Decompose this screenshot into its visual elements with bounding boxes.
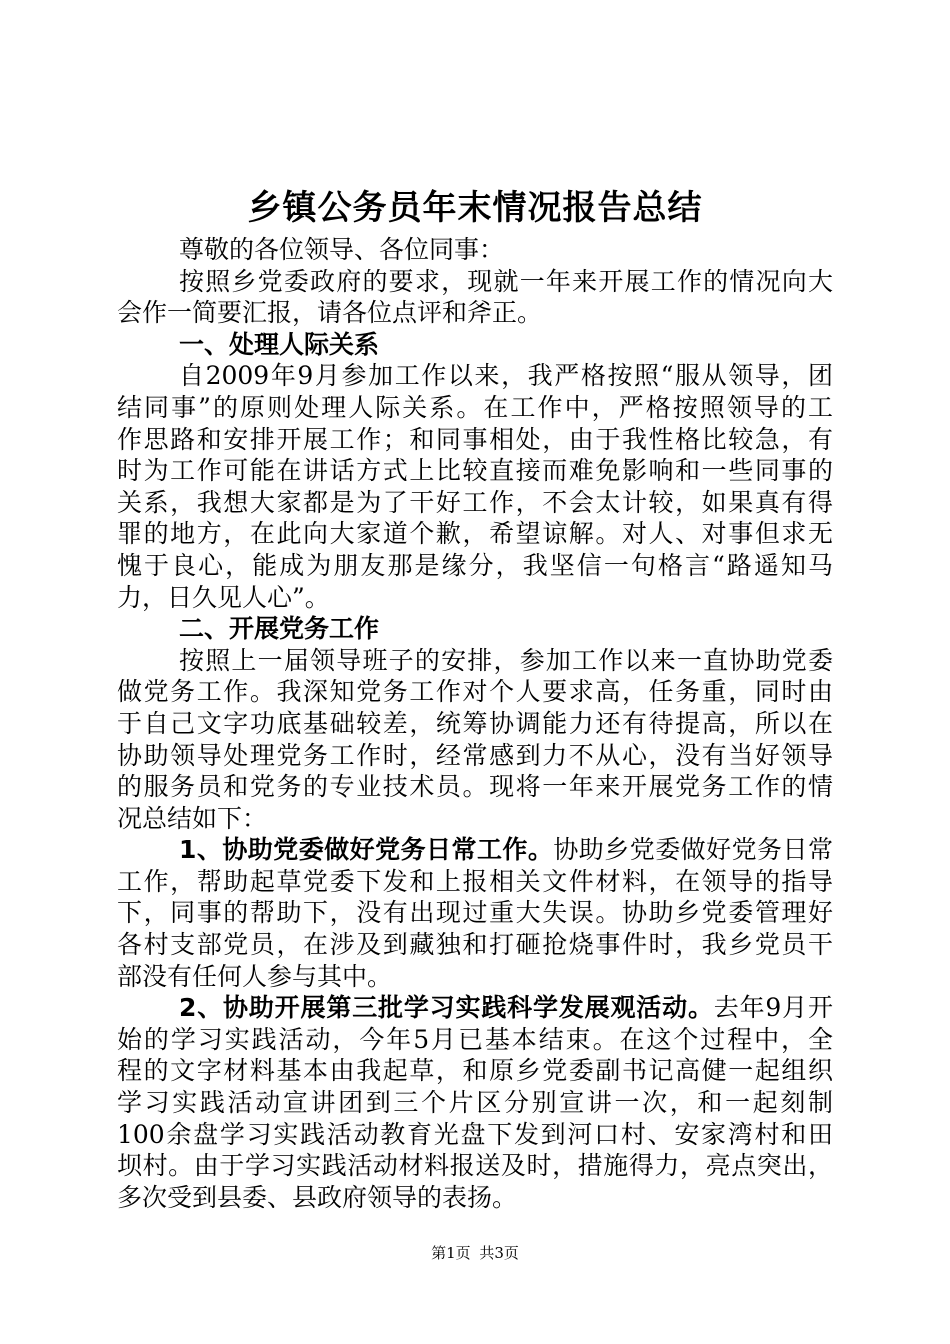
text-line (117, 961, 833, 993)
line-text: 去年9月开 (713, 993, 833, 1023)
page-total: 共3页 (479, 1244, 519, 1262)
text-line (117, 866, 833, 898)
text-line (117, 897, 833, 929)
line-text: 学习实践活动宣讲团到三个片区分别宣讲一次，和一起刻制 (117, 1088, 833, 1118)
line-text: 结同事”的原则处理人际关系。在工作中，严格按照领导的工 (117, 392, 833, 422)
text-line (117, 360, 833, 392)
line-text: 力，日久见人心”。 (117, 582, 330, 612)
text-line (117, 992, 833, 1024)
text-line (117, 582, 833, 614)
text-line (117, 1119, 833, 1151)
line-text: 二、开展党务工作 (179, 614, 380, 644)
text-line (117, 834, 833, 866)
text-line (117, 234, 833, 266)
text-line (117, 392, 833, 424)
line-text: 作思路和安排开展工作；和同事相处，由于我性格比较急，有 (117, 424, 833, 454)
line-text: 程的文字材料基本由我起草，和原乡党委副书记高健一起组织 (117, 1056, 833, 1086)
line-text: 工作，帮助起草党委下发和上报相关文件材料，在领导的指导 (117, 866, 833, 896)
text-line (117, 424, 833, 456)
text-line (117, 676, 833, 708)
line-text: 尊敬的各位领导、各位同事： (179, 235, 505, 264)
text-line (117, 740, 833, 772)
text-line (117, 550, 833, 582)
line-text: 愧于良心，能成为朋友那是缘分，我坚信一句格言“路遥知马 (117, 550, 833, 580)
line-text: 自2009年9月参加工作以来，我严格按照“服从领导，团 (179, 361, 833, 391)
line-text: 一、处理人际关系 (179, 329, 380, 359)
line-text: 多次受到县委、县政府领导的表扬。 (117, 1182, 518, 1212)
line-text: 况总结如下： (117, 803, 268, 833)
text-line (117, 266, 833, 298)
line-text: 部没有任何人参与其中。 (117, 961, 393, 991)
line-text: 会作一简要汇报，请各位点评和斧正。 (117, 298, 543, 328)
line-text: 100余盘学习实践活动教育光盘下发到河口村、安家湾村和田 (117, 1119, 833, 1149)
text-line (117, 1055, 833, 1087)
text-line (117, 487, 833, 519)
line-text: 按照上一届领导班子的安排，参加工作以来一直协助党委 (179, 645, 833, 675)
line-text: 协助乡党委做好党务日常 (553, 835, 833, 865)
page-number: 第1页 (431, 1244, 471, 1262)
text-line (117, 1182, 833, 1214)
line-text: 的服务员和党务的专业技术员。现将一年来开展党务工作的情 (117, 772, 833, 802)
text-line (117, 708, 833, 740)
section-heading (117, 613, 833, 645)
text-line (117, 645, 833, 677)
line-text: 始的学习实践活动，今年5月已基本结束。在这个过程中，全 (117, 1024, 833, 1054)
text-line (117, 1150, 833, 1182)
line-text: 罪的地方，在此向大家道个歉，希望谅解。对人、对事但求无 (117, 519, 833, 549)
item-heading: 1、协助党委做好党务日常工作。 (179, 835, 554, 865)
line-text: 做党务工作。我深知党务工作对个人要求高，任务重，同时由 (117, 677, 833, 707)
document-body (117, 234, 833, 1213)
text-line (117, 803, 833, 835)
text-line (117, 771, 833, 803)
text-line (117, 929, 833, 961)
line-text: 关系，我想大家都是为了干好工作，不会太计较，如果真有得 (117, 487, 833, 517)
page-footer (0, 1243, 950, 1263)
line-text: 时为工作可能在讲话方式上比较直接而难免影响和一些同事的 (117, 456, 833, 486)
line-text: 按照乡党委政府的要求，现就一年来开展工作的情况向大 (179, 266, 833, 296)
text-line (117, 297, 833, 329)
text-line (117, 518, 833, 550)
section-heading (117, 329, 833, 361)
text-line (117, 455, 833, 487)
line-text: 坝村。由于学习实践活动材料报送及时，措施得力，亮点突出， (117, 1151, 833, 1181)
line-text: 协助领导处理党务工作时，经常感到力不从心，没有当好领导 (117, 740, 833, 770)
text-line (117, 1087, 833, 1119)
line-text: 各村支部党员，在涉及到藏独和打砸抢烧事件时，我乡党员干 (117, 930, 833, 960)
line-text: 下，同事的帮助下，没有出现过重大失误。协助乡党委管理好 (117, 898, 833, 928)
item-heading: 2、协助开展第三批学习实践科学发展观活动。 (179, 993, 714, 1023)
document-title: 乡镇公务员年末情况报告总结 (247, 188, 703, 228)
text-line (117, 1024, 833, 1056)
line-text: 于自己文字功底基础较差，统筹协调能力还有待提高，所以在 (117, 708, 833, 738)
